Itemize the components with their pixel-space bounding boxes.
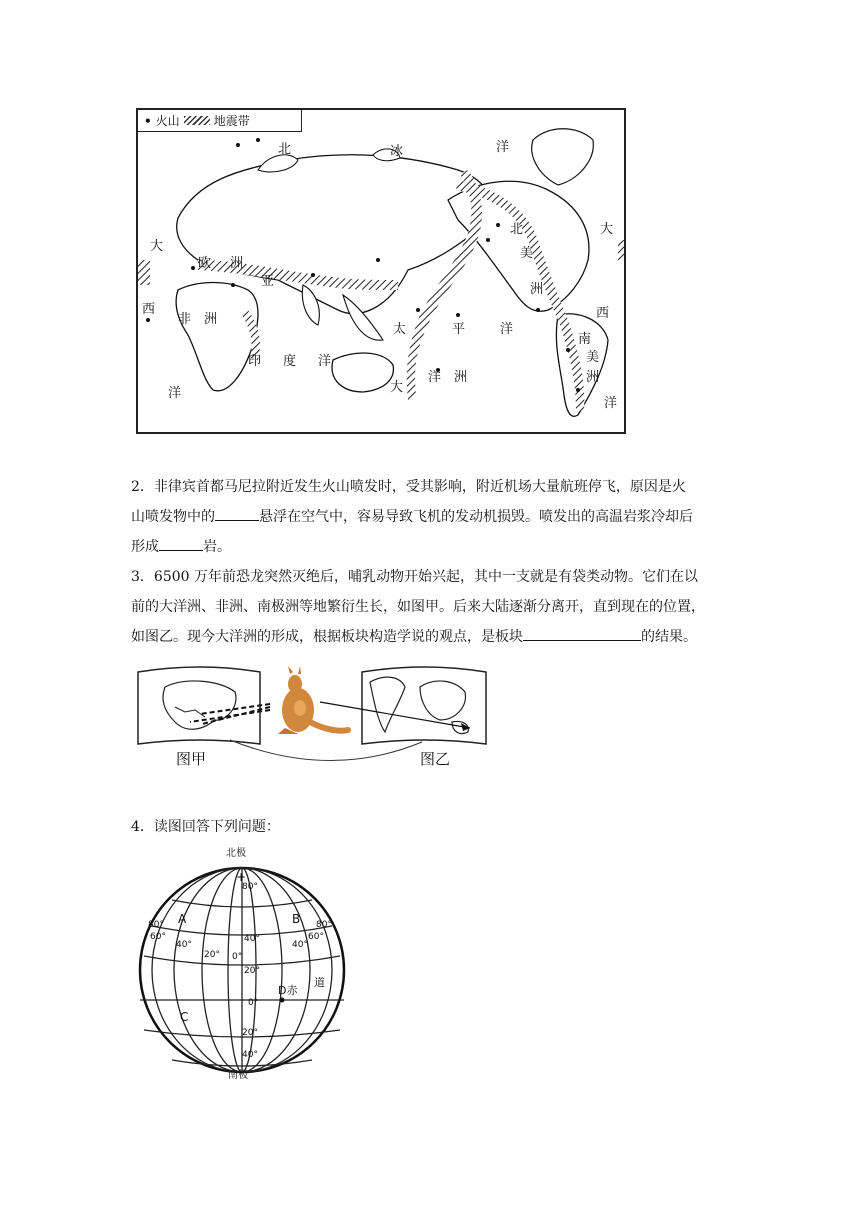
q3-text-d: 的结果。: [641, 629, 697, 645]
label-na-bei: 北: [510, 222, 524, 237]
q3-line-2: [131, 592, 731, 622]
q4-text: 读图回答下列问题：: [153, 819, 280, 835]
label-atlantic-xi-west: 西: [142, 302, 156, 317]
label-sa-mei: 美: [586, 350, 600, 365]
label-ya: 亚: [261, 274, 275, 289]
hatch-pattern-icon: [184, 116, 210, 125]
caption-fig-yi: 图乙: [420, 750, 451, 768]
question-3: [131, 562, 731, 652]
globe-figure: [132, 840, 352, 1080]
point-c: C: [180, 1010, 189, 1024]
q2-number: 2．: [131, 479, 154, 495]
q3-line-1: [131, 562, 731, 592]
label-fei: 非: [178, 312, 192, 327]
question-4: [131, 812, 731, 842]
label-arctic-bing: 冰: [390, 144, 404, 159]
label-atlantic-da-west: 大: [150, 239, 164, 254]
q3-text-b: 前的大洋洲、非洲、南极洲等地繁衍生长，如图甲。后来大陆逐渐分离开，直到现在的位置，: [131, 599, 705, 615]
label-yin: 印: [248, 354, 262, 369]
label-sa-nan: 南: [578, 332, 592, 347]
q3-text-a: 6500 万年前恐龙突然灭绝后，哺乳动物开始兴起，其中一支就是有袋类动物。它们在以: [153, 569, 698, 585]
caption-fig-jia: 图甲: [176, 750, 207, 768]
lat-20-south: 20°: [242, 1028, 258, 1038]
legend-quake-label: 地震带: [213, 114, 250, 128]
lat-20-north: 20°: [244, 966, 260, 976]
label-tai: 太: [393, 322, 407, 337]
q2-text-a: 非律宾首都马尼拉附近发生火山喷发时，受其影响，附近机场大量航班停飞，原因是火: [153, 479, 686, 495]
label-africa-zhou: 洲: [204, 312, 218, 327]
legend-volcano-label: 火山: [155, 114, 180, 128]
question-2: [131, 472, 731, 562]
volcano-dot-icon: •: [144, 113, 152, 128]
label-na-zhou: 洲: [530, 282, 544, 297]
label-au-yang: 洋: [428, 370, 442, 385]
world-map-drawing: [138, 110, 624, 432]
label-au-zhou: 洲: [454, 370, 468, 385]
map-legend: [138, 110, 302, 132]
lon-0: 0°: [232, 952, 243, 962]
lon-40-left: 40°: [176, 940, 192, 950]
lon-80-left: 80°: [148, 920, 164, 930]
q2-text-b: 山喷发物中的: [131, 509, 215, 525]
label-atlantic-da-east: 大: [600, 222, 614, 237]
label-du: 度: [283, 354, 297, 369]
lon-20-left: 20°: [204, 950, 220, 960]
label-europe-zhou: 洲: [230, 256, 244, 271]
q3-line-3: [131, 622, 731, 652]
lat-40-north: 40°: [244, 934, 260, 944]
label-indian-yang: 洋: [318, 354, 332, 369]
north-pole-label: 北极: [226, 848, 246, 859]
label-atlantic-xi-east: 西: [596, 306, 610, 321]
label-ping: 平: [452, 322, 466, 337]
label-na-mei: 美: [520, 246, 534, 261]
q2-line-1: [131, 472, 731, 502]
equator-label: 道: [314, 976, 325, 989]
lat-0: 0°: [248, 998, 259, 1008]
label-ou: 欧: [198, 256, 212, 271]
world-volcano-map: [136, 108, 626, 434]
lon-80-right: 80°: [316, 920, 332, 930]
label-arctic-bei: 北: [278, 142, 292, 157]
lon-40-right: 40°: [292, 940, 308, 950]
kangaroo-image: [278, 666, 348, 734]
point-a: A: [178, 912, 187, 926]
label-au-da: 大: [390, 380, 404, 395]
lon-60-right: 60°: [308, 932, 324, 942]
label-pacific-yang: 洋: [500, 322, 514, 337]
label-atlantic-yang-east: 洋: [604, 396, 618, 411]
point-b: B: [292, 912, 301, 926]
q2-text-e: 岩。: [203, 539, 231, 555]
q3-text-c: 如图乙。现今大洋洲的形成，根据板块构造学说的观点，是板块: [131, 629, 523, 645]
lon-60-left: 60°: [150, 932, 166, 942]
q2-text-c: 悬浮在空气中，容易导致飞机的发动机损毁。喷发出的高温岩浆冷却后: [259, 509, 693, 525]
label-arctic-yang: 洋: [496, 140, 510, 155]
q2-blank-2[interactable]: [159, 534, 203, 551]
q2-text-d: 形成: [131, 539, 159, 555]
label-atlantic-yang-west: 洋: [168, 386, 182, 401]
q4-number: 4．: [131, 819, 154, 835]
label-sa-zhou: 洲: [586, 370, 600, 385]
lat-80-top: 80°: [242, 882, 258, 892]
q3-blank[interactable]: [523, 624, 641, 641]
q2-line-2: [131, 502, 731, 532]
south-pole-label: 南极: [228, 1070, 248, 1081]
point-d-label: D赤: [278, 984, 298, 997]
q2-blank-1[interactable]: [215, 504, 259, 521]
q2-line-3: [131, 532, 731, 562]
lat-40-south: 40°: [242, 1050, 258, 1060]
q3-number: 3．: [131, 569, 154, 585]
north-pole-plus-icon: +: [236, 870, 247, 884]
